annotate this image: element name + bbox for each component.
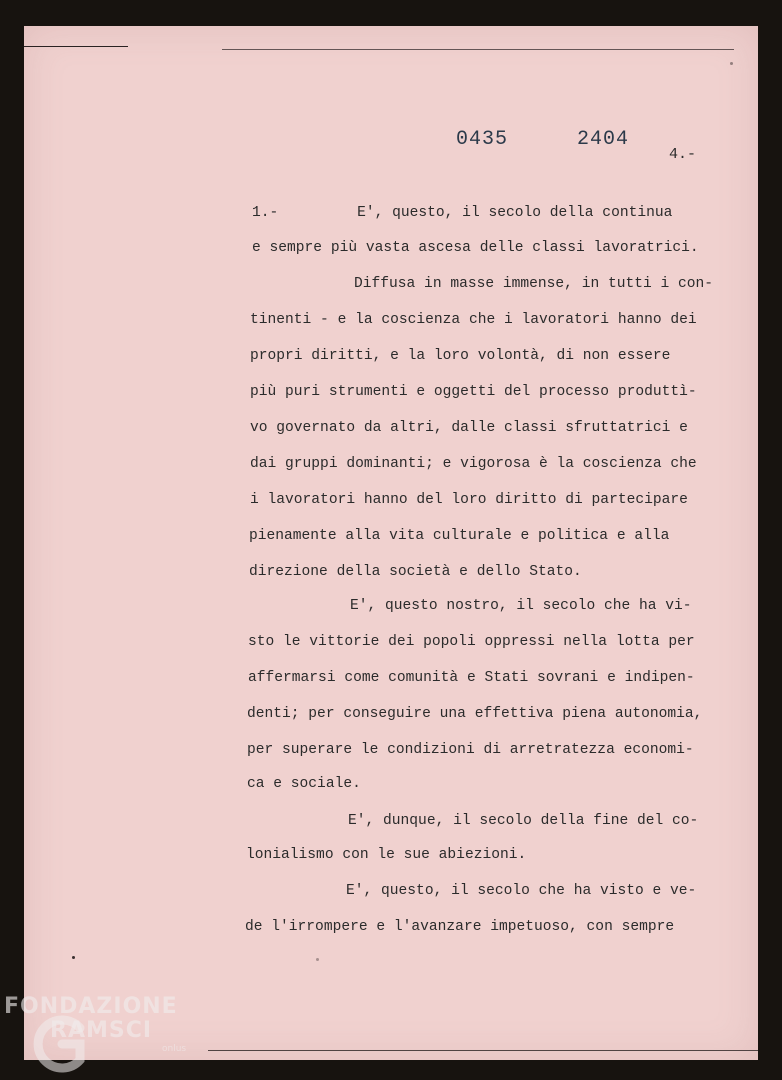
text-line: dai gruppi dominanti; e vigorosa è la coscienza che [250,456,697,472]
top-edge-line-left [24,46,128,47]
document-page [24,26,758,1060]
paper-speck [730,62,733,65]
text-line: E', dunque, il secolo della fine del co- [348,813,699,829]
watermark-line2: RAMSCI [50,1018,153,1043]
text-line: de l'irrompere e l'avanzare impetuoso, con sempre [245,919,675,935]
text-line: propri diritti, e la loro volontà, di non essere [250,348,671,364]
top-edge-line-right [222,49,734,50]
text-line: sto le vittorie dei popoli oppressi nella lotta per [248,634,695,650]
text-line: i lavoratori hanno del loro diritto di partecipare [250,492,688,508]
text-line: lonialismo con le sue abiezioni. [246,847,527,863]
archive-code: 0435 2404 [456,128,630,151]
text-line: 1.- E', questo, il secolo della continua [252,205,673,221]
text-line: E', questo, il secolo che ha visto e ve- [346,883,697,899]
watermark-logo [4,994,194,1074]
text-line: ca e sociale. [247,776,361,792]
text-line: vo governato da altri, dalle classi sfruttatrici e [250,420,688,436]
paper-speck [316,958,319,961]
paper-speck [72,956,75,959]
text-line: direzione della società e dello Stato. [249,564,582,580]
text-line: Diffusa in masse immense, in tutti i con- [354,276,714,292]
text-line: denti; per conseguire una effettiva piena autonomia, [247,706,703,722]
text-line: tinenti - e la coscienza che i lavoratori hanno dei [250,312,697,328]
watermark-sub: onlus [162,1044,187,1054]
text-line: e sempre più vasta ascesa delle classi lavoratrici. [252,240,699,256]
page-number: 4.- [669,146,697,163]
text-line: per superare le condizioni di arretratezza economi- [247,742,694,758]
text-line: pienamente alla vita culturale e politica e alla [249,528,670,544]
bottom-edge-line [208,1050,758,1051]
watermark-line1: FONDAZIONE [4,994,178,1019]
text-line: affermarsi come comunità e Stati sovrani e indipen- [248,670,695,686]
text-line: E', questo nostro, il secolo che ha vi- [350,598,692,614]
text-line: più puri strumenti e oggetti del processo produttì- [250,384,697,400]
